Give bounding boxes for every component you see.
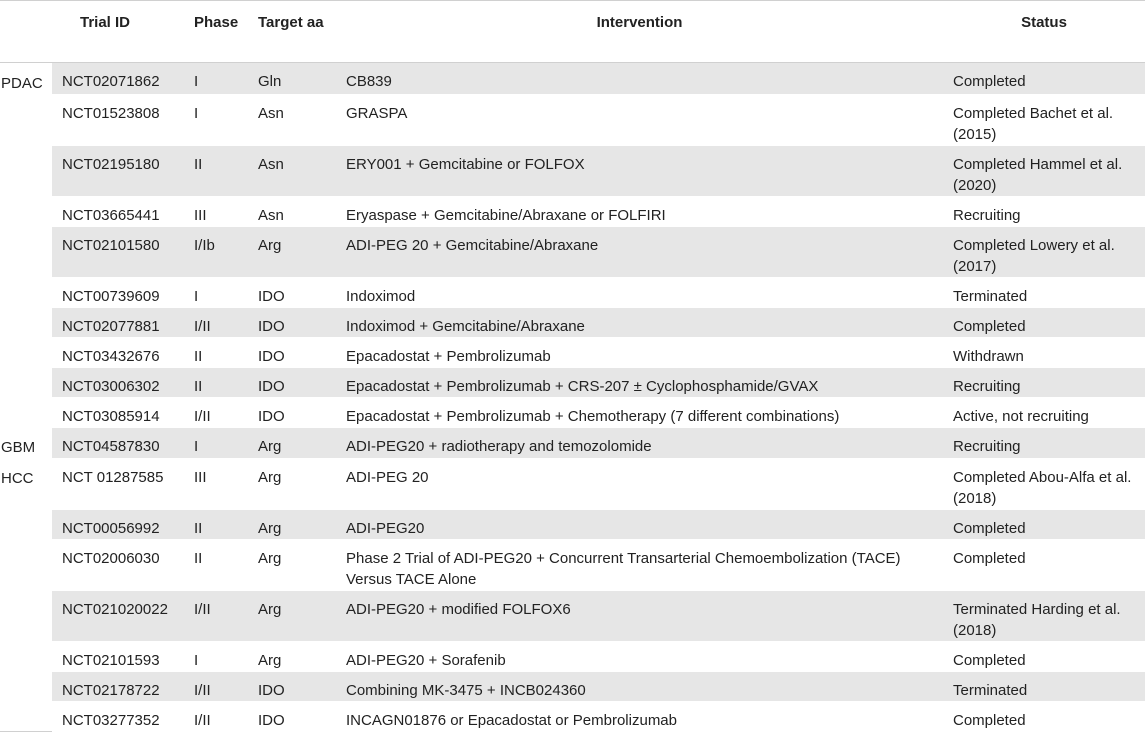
cell-target: IDO [248, 397, 336, 427]
cell-phase: III [182, 196, 248, 226]
cell-intervention: ADI-PEG20 + modified FOLFOX6 [336, 590, 943, 641]
cell-phase: I/II [182, 307, 248, 337]
cell-trial-id: NCT02195180 [52, 145, 182, 196]
cell-intervention: Combining MK-3475 + INCB024360 [336, 671, 943, 701]
cell-status: Terminated [943, 277, 1145, 307]
table-row [0, 307, 1145, 337]
cell-target: IDO [248, 367, 336, 397]
cell-target: Arg [248, 590, 336, 641]
cell-target: Asn [248, 94, 336, 145]
header-phase: Phase [182, 1, 248, 63]
table-row [0, 277, 1145, 307]
cell-target: Gln [248, 63, 336, 95]
cell-group: GBM [1, 439, 36, 456]
cell-phase: I/II [182, 397, 248, 427]
cell-target: Arg [248, 427, 336, 458]
cell-status: Recruiting [943, 196, 1145, 226]
cell-intervention: Indoximod [336, 277, 943, 307]
cell-phase: II [182, 367, 248, 397]
table-row [0, 671, 1145, 701]
header-row [0, 1, 1145, 63]
cell-phase: II [182, 145, 248, 196]
cell-phase: I [182, 641, 248, 671]
cell-status: Recruiting [943, 367, 1145, 397]
cell-phase: I/Ib [182, 226, 248, 277]
cell-target: Arg [248, 641, 336, 671]
cell-phase: II [182, 539, 248, 590]
cell-status: Terminated [943, 671, 1145, 701]
cell-phase: I [182, 277, 248, 307]
cell-group [0, 509, 52, 539]
table-body [0, 63, 1145, 732]
cell-trial-id: NCT00056992 [52, 509, 182, 539]
cell-phase: I/II [182, 701, 248, 731]
cell-group [0, 307, 52, 337]
table-row [0, 226, 1145, 277]
cell-intervention: Epacadostat + Pembrolizumab + CRS-207 ± Cyclophosphamide/GVAX [336, 367, 943, 397]
cell-trial-id: NCT03006302 [52, 367, 182, 397]
table-row [0, 63, 1145, 95]
cell-target: Arg [248, 226, 336, 277]
table-row [0, 145, 1145, 196]
cell-status: Completed Hammel et al. (2020) [943, 145, 1145, 196]
cell-trial-id: NCT01523808 [52, 94, 182, 145]
table-row [0, 509, 1145, 539]
cell-intervention: ADI-PEG20 + radiotherapy and temozolomide [336, 427, 943, 458]
cell-trial-id: NCT02071862 [52, 63, 182, 95]
cell-intervention: GRASPA [336, 94, 943, 145]
cell-group [0, 145, 52, 196]
header-target: Target aa [248, 1, 336, 63]
cell-intervention: ADI-PEG20 [336, 509, 943, 539]
cell-group [0, 94, 52, 145]
cell-trial-id: NCT02101580 [52, 226, 182, 277]
cell-phase: I/II [182, 590, 248, 641]
cell-trial-id: NCT02101593 [52, 641, 182, 671]
cell-group [0, 226, 52, 277]
cell-target: IDO [248, 337, 336, 367]
cell-status: Active, not recruiting [943, 397, 1145, 427]
cell-intervention: CB839 [336, 63, 943, 95]
cell-phase: I/II [182, 671, 248, 701]
cell-group [0, 671, 52, 701]
table-row [0, 590, 1145, 641]
cell-trial-id: NCT02006030 [52, 539, 182, 590]
cell-intervention: Epacadostat + Pembrolizumab + Chemotherapy (7 different combinations) [336, 397, 943, 427]
cell-trial-id: NCT03665441 [52, 196, 182, 226]
cell-status: Completed [943, 539, 1145, 590]
cell-phase: II [182, 509, 248, 539]
cell-status: Withdrawn [943, 337, 1145, 367]
cell-phase: I [182, 63, 248, 95]
cell-phase: I [182, 427, 248, 458]
cell-phase: II [182, 337, 248, 367]
table-row [0, 539, 1145, 590]
cell-group [0, 337, 52, 367]
cell-intervention: Phase 2 Trial of ADI-PEG20 + Concurrent Transarterial Chemoembolization (TACE) Versus TACE Alone [336, 539, 943, 590]
cell-intervention: ADI-PEG 20 + Gemcitabine/Abraxane [336, 226, 943, 277]
header-status: Status [943, 1, 1145, 63]
table-row [0, 367, 1145, 397]
cell-status: Completed [943, 701, 1145, 731]
table-row [0, 397, 1145, 427]
header-group [0, 1, 52, 63]
cell-status: Completed [943, 307, 1145, 337]
cell-phase: I [182, 94, 248, 145]
table-row [0, 427, 1145, 458]
cell-target: IDO [248, 701, 336, 731]
cell-intervention: ERY001 + Gemcitabine or FOLFOX [336, 145, 943, 196]
cell-trial-id: NCT02077881 [52, 307, 182, 337]
cell-target: IDO [248, 671, 336, 701]
cell-status: Completed [943, 63, 1145, 95]
cell-intervention: INCAGN01876 or Epacadostat or Pembrolizumab [336, 701, 943, 731]
table-row [0, 641, 1145, 671]
cell-trial-id: NCT03085914 [52, 397, 182, 427]
table-row [0, 701, 1145, 731]
cell-intervention: ADI-PEG20 + Sorafenib [336, 641, 943, 671]
cell-intervention: Epacadostat + Pembrolizumab [336, 337, 943, 367]
cell-group: PDAC [1, 75, 43, 92]
cell-group [0, 367, 52, 397]
cell-group [0, 277, 52, 307]
cell-trial-id: NCT03432676 [52, 337, 182, 367]
cell-status: Recruiting [943, 427, 1145, 458]
cell-phase: III [182, 458, 248, 509]
table-row [0, 196, 1145, 226]
cell-status: Completed Lowery et al. (2017) [943, 226, 1145, 277]
cell-target: Arg [248, 458, 336, 509]
cell-group [0, 539, 52, 590]
cell-intervention: ADI-PEG 20 [336, 458, 943, 509]
table-row [0, 337, 1145, 367]
cell-trial-id: NCT02178722 [52, 671, 182, 701]
cell-intervention: Indoximod + Gemcitabine/Abraxane [336, 307, 943, 337]
header-trial-id: Trial ID [52, 1, 182, 63]
cell-group [0, 641, 52, 671]
cell-target: Asn [248, 196, 336, 226]
cell-status: Terminated Harding et al. (2018) [943, 590, 1145, 641]
cell-trial-id: NCT 01287585 [52, 458, 182, 509]
cell-status: Completed [943, 641, 1145, 671]
header-intervention: Intervention [336, 1, 943, 63]
cell-group [0, 397, 52, 427]
cell-target: Asn [248, 145, 336, 196]
cell-group [0, 590, 52, 641]
table-row [0, 94, 1145, 145]
cell-target: IDO [248, 277, 336, 307]
cell-group [0, 701, 52, 731]
cell-status: Completed Abou-Alfa et al. (2018) [943, 458, 1145, 509]
cell-status: Completed [943, 509, 1145, 539]
cell-trial-id: NCT03277352 [52, 701, 182, 731]
cell-target: Arg [248, 509, 336, 539]
cell-group [0, 196, 52, 226]
cell-trial-id: NCT021020022 [52, 590, 182, 641]
cell-trial-id: NCT00739609 [52, 277, 182, 307]
table-row [0, 458, 1145, 509]
cell-target: Arg [248, 539, 336, 590]
cell-target: IDO [248, 307, 336, 337]
cell-trial-id: NCT04587830 [52, 427, 182, 458]
cell-status: Completed Bachet et al. (2015) [943, 94, 1145, 145]
cell-intervention: Eryaspase + Gemcitabine/Abraxane or FOLFIRI [336, 196, 943, 226]
cell-group: HCC [1, 470, 34, 487]
